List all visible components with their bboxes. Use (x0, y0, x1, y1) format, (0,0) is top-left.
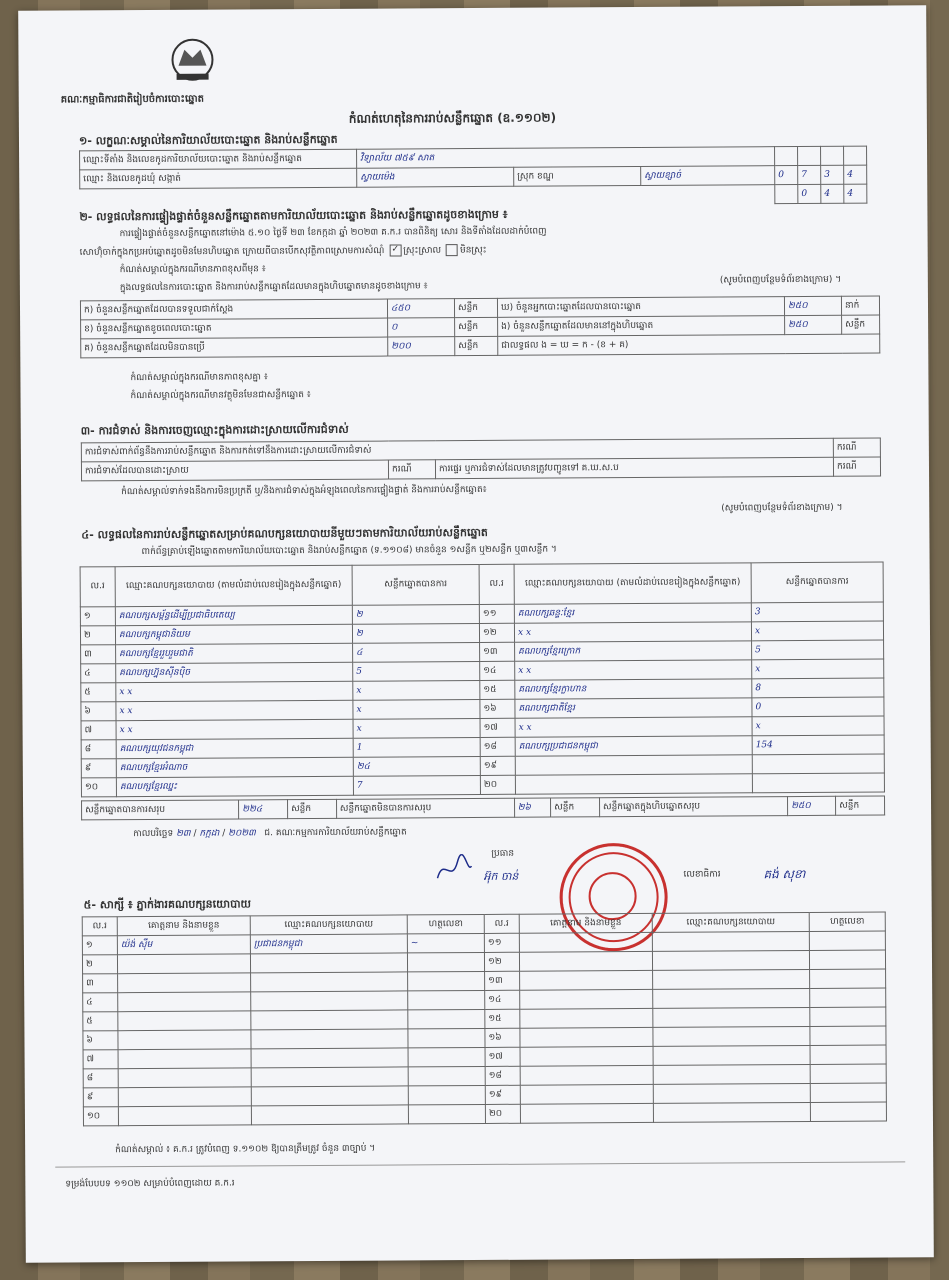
cell-no: ១៨ (485, 1066, 520, 1085)
section4-sub: ពាក់ព័ន្ធគ្រាប់ឡើងឆ្នោតតាមការិយាល័យបោះឆ្នោត និងរាប់សន្លឹកឆ្នោត (ទ.១១០៨) មានចំនួន ១សន្លឹក ឬ២សន្លឹក ឬ៣សន្លឹក ។ (141, 544, 557, 558)
cell-no: ១៩ (480, 756, 515, 775)
cell-name (519, 951, 652, 971)
cell-party-name: x x (514, 622, 751, 642)
cell-no: ៤ (83, 993, 118, 1012)
cell-no: ១៨ (480, 737, 515, 756)
col-no: ល.រ (80, 567, 115, 607)
row-e-value: ២៥០ (785, 315, 842, 334)
row-d-unit: នាក់ (841, 296, 879, 315)
cell-party (251, 972, 408, 992)
cell-party (250, 953, 407, 973)
cell-party-name: គណបក្សខ្មែររួបរួមជាតិ (116, 643, 353, 663)
form-footer: ទម្រង់បែបបទ ១១០២ សម្រាប់បំពេញដោយ គ.ក.រ (65, 1178, 235, 1190)
row-c-value: ២០០ (388, 337, 455, 356)
cell-sign (810, 1045, 886, 1064)
cell-name (520, 1046, 653, 1066)
cell-no: ៣ (83, 974, 118, 993)
cell-sign (810, 1083, 886, 1102)
date-line: កាលបរិច្ឆេទ ២៣ / កក្កដា / ២០២៣ ជ. គណៈកម្មការការិយាល័យរាប់សន្លឹកឆ្នោត (133, 827, 407, 840)
cell-name (520, 1065, 653, 1085)
cell-votes: 3 (751, 602, 883, 622)
cell-name (118, 1068, 251, 1088)
cell-party (251, 1067, 408, 1087)
cell-name (520, 1008, 653, 1028)
objection-row1: ការជំទាស់ពាក់ព័ន្ធនឹងការរាប់សន្លឹកឆ្នោត និងការកត់ទៅនឹងការដោះស្រាយលើការជំទាស់ (81, 438, 833, 462)
cell-sign (809, 950, 885, 969)
district-label: ស្រុក ខណ្ឌ (514, 166, 641, 186)
cell-name (118, 1087, 251, 1107)
cell-no: ១០ (81, 778, 116, 797)
cell-no: ៩ (81, 759, 116, 778)
results-table (80, 562, 885, 798)
cell-votes: x (353, 680, 480, 700)
location-value: វិទ្យាល័យ ៧៥៩ សាត (360, 152, 435, 164)
code1-digit: 0 (775, 166, 798, 185)
row-e-label: ង) ចំនួនសន្លឹកឆ្នោតដែលមាននៅក្នុងហិបឆ្នោត (498, 316, 785, 337)
code2-digit: 4 (844, 184, 867, 203)
cell-party-name: គណបក្សខ្មែរឈ្នះ (116, 776, 353, 796)
cell-name (117, 954, 250, 974)
cell-no: ១ (82, 936, 117, 955)
objection-table (81, 438, 881, 482)
row-e-unit: សន្លឹក (842, 315, 880, 334)
cell-no: ១៧ (480, 718, 515, 737)
cell-name (118, 973, 251, 993)
cell-party (251, 1105, 408, 1125)
cell-party (652, 931, 809, 951)
cell-party-name: គណបក្សប្រជាជនកម្ពុជា (515, 736, 752, 756)
section1-heading: ១- លក្ខណៈសម្គាល់នៃការិយាល័យបោះឆ្នោត និងរាប់សន្លឹកឆ្នោត (78, 132, 338, 148)
cell-party-name: x x (116, 700, 353, 720)
yes-label: ស្រុះស្រាល (403, 245, 442, 256)
no-label: មិនស្រុះ (459, 245, 487, 256)
fill-hint: (សូមបំពេញបន្ថែមទំព័រខាងក្រោម) ។ (719, 274, 842, 286)
col-votes: សន្លឹកឆ្នោតបានការ (352, 564, 479, 605)
col-votes: សន្លឹកឆ្នោតបានការ (751, 562, 883, 603)
bullet-2: កំណត់សម្គាល់ក្នុងករណីមានវត្ថុមិនមែនជាសន្លឹកឆ្នោត ៖ (130, 390, 311, 402)
cell-sign (408, 971, 485, 990)
table-row (83, 1102, 886, 1126)
section3-note: កំណត់សម្គាល់ទាក់ទងនឹងការមិនប្រក្រតី ឬ/និងការជំទាស់ក្នុងអំឡុងពេលនៃការផ្ទៀងផ្ទាត់ និងការរាប់សន្លឹកឆ្នោត៖ (121, 484, 487, 498)
cell-no: ២០ (485, 1104, 520, 1123)
cell-sign (408, 990, 485, 1009)
cell-votes: x (752, 659, 884, 679)
cell-votes: 5 (752, 640, 884, 660)
col-sign: ហត្ថលេខា (809, 912, 885, 931)
cell-party-name: គណបក្សហ្វ៊ុនស៊ីនប៉ិច (116, 662, 353, 682)
cell-no: ២ (80, 626, 115, 645)
cell-sign (810, 1064, 886, 1083)
cell-sign (407, 952, 484, 971)
cell-party (652, 950, 809, 970)
cell-name (520, 1027, 653, 1047)
cell-sign (408, 1009, 485, 1028)
cell-votes: x (751, 621, 883, 641)
cell-party (653, 1007, 810, 1027)
cell-sign (810, 1007, 886, 1026)
cell-party (251, 1086, 408, 1106)
cell-no: ៤ (81, 664, 116, 683)
location-label: ឈ្មោះទីតាំង និងលេខកូដការិយាល័យបោះឆ្នោត និងរាប់សន្លឹកឆ្នោត (80, 149, 357, 170)
cell-party (653, 1102, 810, 1122)
objection-row2b: ការផ្ទេរ ឬការជំទាស់ដែលមានត្រូវបញ្ជូនទៅ គ.ឃ.ស.ប (435, 457, 833, 478)
date-month: កក្កដា (199, 828, 220, 839)
col-no: ល.រ (484, 914, 519, 933)
form-sheet (18, 5, 934, 1263)
cell-no: ១៥ (480, 680, 515, 699)
cell-no: ១៦ (485, 1028, 520, 1047)
objection-unit: ករណី (388, 460, 435, 479)
col-party: ឈ្មោះគណបក្សនយោបាយ (250, 915, 407, 935)
cell-no: ១៣ (480, 642, 515, 661)
cell-party (653, 1045, 810, 1065)
col-no: ល.រ (82, 917, 117, 936)
cell-votes: ៤ (353, 642, 480, 662)
objection-unit: ករណី (833, 438, 880, 457)
section2-intro1: ការផ្ទៀងផ្ទាត់ចំនួនសន្លឹកឆ្នោតនៅម៉ោង ៥.១០ ថ្ងៃទី ២៣ ខែកក្កដា ឆ្នាំ ២០២៣ គ.ក.រ បានពិនិត្យ សោរ និងទីតាំងដែលដាក់បំពេញ (119, 226, 547, 240)
cell-party-name: x x (116, 719, 353, 739)
cell-no: ៩ (83, 1088, 118, 1107)
cell-votes: ២ (352, 604, 479, 624)
cell-votes: 0 (752, 697, 884, 717)
row-a-label: ក) ចំនួនសន្លឹកឆ្នោតដែលបានទទួលជាក់ស្តែង (80, 299, 387, 320)
totals-table (81, 796, 885, 821)
total-box-unit: សន្លឹក (836, 796, 885, 815)
cell-name (118, 1049, 251, 1069)
col-party: ឈ្មោះគណបក្សនយោបាយ (តាមលំដាប់លេខរៀងក្នុងសន្លឹកឆ្នោត) (514, 563, 751, 604)
row-a-value: ៤៥០ (387, 299, 454, 318)
chair-name: អ៊ុក ចាន់ (483, 869, 519, 883)
cell-name (519, 932, 652, 952)
total-box-value: ២៥០ (788, 796, 836, 815)
row-result-label: ជាលទ្ធផល ង = ឃ = ក - (ខ + គ) (498, 334, 880, 355)
cell-no: ១១ (479, 604, 514, 623)
cell-sign (810, 1102, 886, 1121)
date-day: ២៣ (176, 828, 191, 839)
total-valid-value: ២២៤ (239, 800, 288, 819)
chair-signature-icon (433, 854, 473, 884)
section3-fill-hint: (សូមបំពេញបន្ថែមទំព័រខាងក្រោម) ។ (721, 502, 843, 514)
cell-party-name: គណបក្សជាតិខ្មែរ (515, 698, 752, 718)
col-sign: ហត្ថលេខា (407, 914, 484, 933)
cell-party (251, 1048, 408, 1068)
col-party: ឈ្មោះគណបក្សនយោបាយ (តាមលំដាប់លេខរៀងក្នុងសន្លឹកឆ្នោត) (115, 565, 352, 606)
cell-name (520, 989, 653, 1009)
cell-no: ១២ (479, 623, 514, 642)
col-name: គោត្តនាម និងនាមខ្លួន (519, 913, 652, 933)
cell-no: ១៩ (485, 1085, 520, 1104)
cell-no: ១២ (484, 952, 519, 971)
col-name: គោត្តនាម និងនាមខ្លួន (117, 916, 250, 936)
section2-heading: ២- លទ្ធផលនៃការផ្ទៀងផ្ទាត់ចំនួនសន្លឹកឆ្នោតតាមការិយាល័យបោះឆ្នោត និងរាប់សន្លឹកឆ្នោតដូចខាងក្រោម ៖ (79, 207, 508, 224)
cell-name: យ៉ង់ ស៊ឹម (117, 935, 250, 955)
cell-party-name: x x (515, 660, 752, 680)
cell-party (653, 1026, 810, 1046)
cell-votes: x (353, 699, 480, 719)
section2-note2: ក្នុងលទ្ធផលនៃការបោះឆ្នោត និងការរាប់សន្លឹកឆ្នោតដែលមានក្នុងហិបឆ្នោតមានដូចខាងក្រោម ៖ (119, 281, 428, 294)
cell-no: ១៧ (485, 1047, 520, 1066)
footnote: កំណត់សម្គាល់ ៖ គ.ក.រ ត្រូវបំពេញ ទ.១១០២ ឱ្យបានត្រឹមត្រូវ ចំនួន ៣ច្បាប់ ។ (115, 1143, 376, 1156)
cell-party-name: គណបក្សសម្ព័ន្ធដើម្បីប្រជាធិបតេយ្យ (115, 605, 352, 625)
footer-divider (55, 1161, 905, 1167)
total-invalid-unit: សន្លឹក (551, 798, 600, 817)
cell-sign (810, 988, 886, 1007)
total-valid-unit: សន្លឹក (288, 799, 337, 818)
cell-sign (408, 1104, 485, 1123)
section2-intro2: សោហ៊ុំចាក់ក្នុងកប្រអប់ឆ្នោតដូចមិនមែនហិបឆ្នោត ក្រោយពីបានបើកសុវត្ថិភាពស្រោមការសំណុំ ✓ ស្រុះស្រាល មិនស្រុះ (79, 244, 487, 258)
total-valid-label: សន្លឹកឆ្នោតបានការសរុប (82, 800, 239, 820)
total-invalid-label: សន្លឹកឆ្នោតមិនបានការសរុប (336, 798, 514, 818)
cell-sign (810, 1026, 886, 1045)
cell-sign: ~ (407, 933, 484, 952)
cell-name (520, 1084, 653, 1104)
code2-digit: 4 (821, 184, 844, 203)
cell-name (118, 992, 251, 1012)
witness-table (82, 912, 887, 1127)
bullet-1: កំណត់សម្គាល់ក្នុងករណីមានភាពខុសគ្នា ៖ (130, 372, 268, 384)
section2-note1: កំណត់សម្គាល់ក្នុងករណីមានភាពខុសពីមុន ៖ (119, 264, 266, 276)
sign-label: ជ. គណៈកម្មការការិយាល័យរាប់សន្លឹកឆ្នោត (264, 827, 407, 839)
cell-name (520, 970, 653, 990)
col-no: ល.រ (479, 564, 514, 604)
cell-no: ៣ (81, 645, 116, 664)
cell-votes: 1 (353, 737, 480, 757)
cell-no: ១៤ (485, 990, 520, 1009)
cell-sign (408, 1066, 485, 1085)
cell-no: ១០ (83, 1107, 118, 1126)
section1-table (79, 146, 867, 209)
cell-sign (408, 1085, 485, 1104)
cell-votes: 8 (752, 678, 884, 698)
cell-votes: 5 (353, 661, 480, 681)
committee-name: គណៈកម្មាធិការជាតិរៀបចំការបោះឆ្នោត (60, 93, 205, 106)
yes-checkbox[interactable]: ✓ (389, 244, 401, 256)
cell-name (118, 1011, 251, 1031)
cell-no: ១ (80, 607, 115, 626)
col-party: ឈ្មោះគណបក្សនយោបាយ (652, 912, 809, 932)
cell-name (118, 1106, 251, 1126)
cell-votes: ២៤ (353, 756, 480, 776)
row-c-unit: សន្លឹក (455, 336, 498, 355)
cell-no: ៨ (83, 1069, 118, 1088)
code1-digit: 7 (798, 165, 821, 184)
cell-party (251, 1029, 408, 1049)
cell-party (653, 1064, 810, 1084)
cell-party (251, 991, 408, 1011)
nec-emblem-icon (164, 36, 220, 88)
cell-no: ៥ (83, 1012, 118, 1031)
chair-label: ប្រធាន (491, 848, 515, 859)
section3-heading: ៣- ការជំទាស់ និងការចេញឈ្មោះក្នុងការដោះស្រាយលើការជំទាស់ (80, 422, 349, 438)
row-b-unit: សន្លឹក (455, 317, 498, 336)
commune-value: ស្វាយម៉េង (360, 171, 395, 183)
total-invalid-value: ២៦ (514, 798, 551, 817)
cell-party-name: គណបក្សខ្មែរក្រោក (515, 641, 752, 661)
row-c-label: គ) ចំនួនសន្លឹកឆ្នោតដែលមិនបានប្រើ (81, 337, 388, 358)
row-b-value: ០ (388, 318, 455, 337)
objection-unit: ករណី (833, 457, 880, 476)
cell-votes: x (752, 716, 884, 736)
cell-votes: ២ (352, 623, 479, 643)
cell-party (653, 1083, 810, 1103)
cell-no: ៨ (81, 740, 116, 759)
cell-party-name (515, 774, 752, 794)
total-box-label: សន្លឹកឆ្នោតក្នុងហិបឆ្នោតសរុប (599, 797, 787, 817)
cell-party-name: x x (116, 681, 353, 701)
cell-no: ៥ (81, 683, 116, 702)
cell-no: ២ (82, 955, 117, 974)
cell-sign (408, 1047, 485, 1066)
row-a-unit: សន្លឹក (454, 298, 497, 317)
cell-party-name: គណបក្សខ្មែរក្លាហាន (515, 679, 752, 699)
cell-party-name: គណបក្សកម្ពុជានិយម (115, 624, 352, 644)
cell-no: ១៤ (480, 661, 515, 680)
section5-heading: ៥- សាក្សី ៖ ភ្នាក់ងារគណបក្សនយោបាយ (83, 897, 252, 912)
cell-party-name: គណបក្សយុវជនកម្ពុជា (116, 738, 353, 758)
no-checkbox[interactable] (446, 244, 458, 256)
cell-sign (408, 1028, 485, 1047)
code2-digit: 0 (798, 184, 821, 203)
cell-no: ១៥ (485, 1009, 520, 1028)
cell-party-name: គណបក្សខ្មែរអំណាច (116, 757, 353, 777)
objection-row2: ការជំទាស់ដែលបានដោះស្រាយ (81, 460, 388, 481)
row-d-value: ២៥០ (784, 296, 841, 315)
cell-no: ៧ (83, 1050, 118, 1069)
cell-party (653, 969, 810, 989)
date-label: កាលបរិច្ឆេទ (133, 828, 174, 840)
cell-party (653, 988, 810, 1008)
cell-votes (752, 773, 884, 793)
cell-sign (810, 969, 886, 988)
code2-digit (775, 185, 798, 204)
row-d-label: ឃ) ចំនួនអ្នកបោះឆ្នោតដែលបានបោះឆ្នោត (497, 297, 784, 318)
section4-heading: ៤- លទ្ធផលនៃការរាប់សន្លឹកឆ្នោតសម្រាប់គណបក្សនយោបាយនីមួយៗតាមការិយាល័យរាប់សន្លឹកឆ្នោត (81, 525, 488, 542)
cell-no: ១១ (484, 933, 519, 952)
cell-votes: 154 (752, 735, 884, 755)
secretary-name: គង់ សុខា (763, 866, 806, 882)
cell-party-name: x x (515, 717, 752, 737)
cell-no: ៦ (83, 1031, 118, 1050)
cell-party (251, 1010, 408, 1030)
commune-label: ឈ្មោះ និងលេខកូដឃុំ សង្កាត់ (80, 168, 357, 189)
cell-no: ៧ (81, 721, 116, 740)
cell-no: ១៣ (485, 971, 520, 990)
row-b-label: ខ) ចំនួនសន្លឹកឆ្នោតខូចពេលបោះឆ្នោត (81, 318, 388, 339)
cell-name (118, 1030, 251, 1050)
table-row (81, 773, 884, 797)
date-year: ២០២៣ (228, 828, 256, 839)
cell-party-name: គណបក្សឆន្ទៈខ្មែរ (514, 603, 751, 623)
form-title: កំណត់ហេតុនៃការរាប់សន្លឹកឆ្នោត (ឧ.១១០២) (348, 110, 557, 126)
cell-no: ២០ (480, 775, 515, 794)
code1-digit: 4 (844, 165, 867, 184)
district-value: ស្វាយខ្សាច់ (644, 170, 682, 181)
cell-sign (809, 931, 885, 950)
cell-party-name (515, 755, 752, 775)
ballot-count-table (80, 296, 880, 359)
secretary-label: លេខាធិការ (683, 869, 721, 880)
cell-no: ៦ (81, 702, 116, 721)
cell-no: ១៦ (480, 699, 515, 718)
cell-votes: x (353, 718, 480, 738)
cell-party: ប្រជាជនកម្ពុជា (250, 934, 407, 954)
code1-digit: 3 (821, 165, 844, 184)
cell-votes (752, 754, 884, 774)
cell-votes: 7 (353, 775, 480, 795)
cell-name (520, 1103, 653, 1123)
